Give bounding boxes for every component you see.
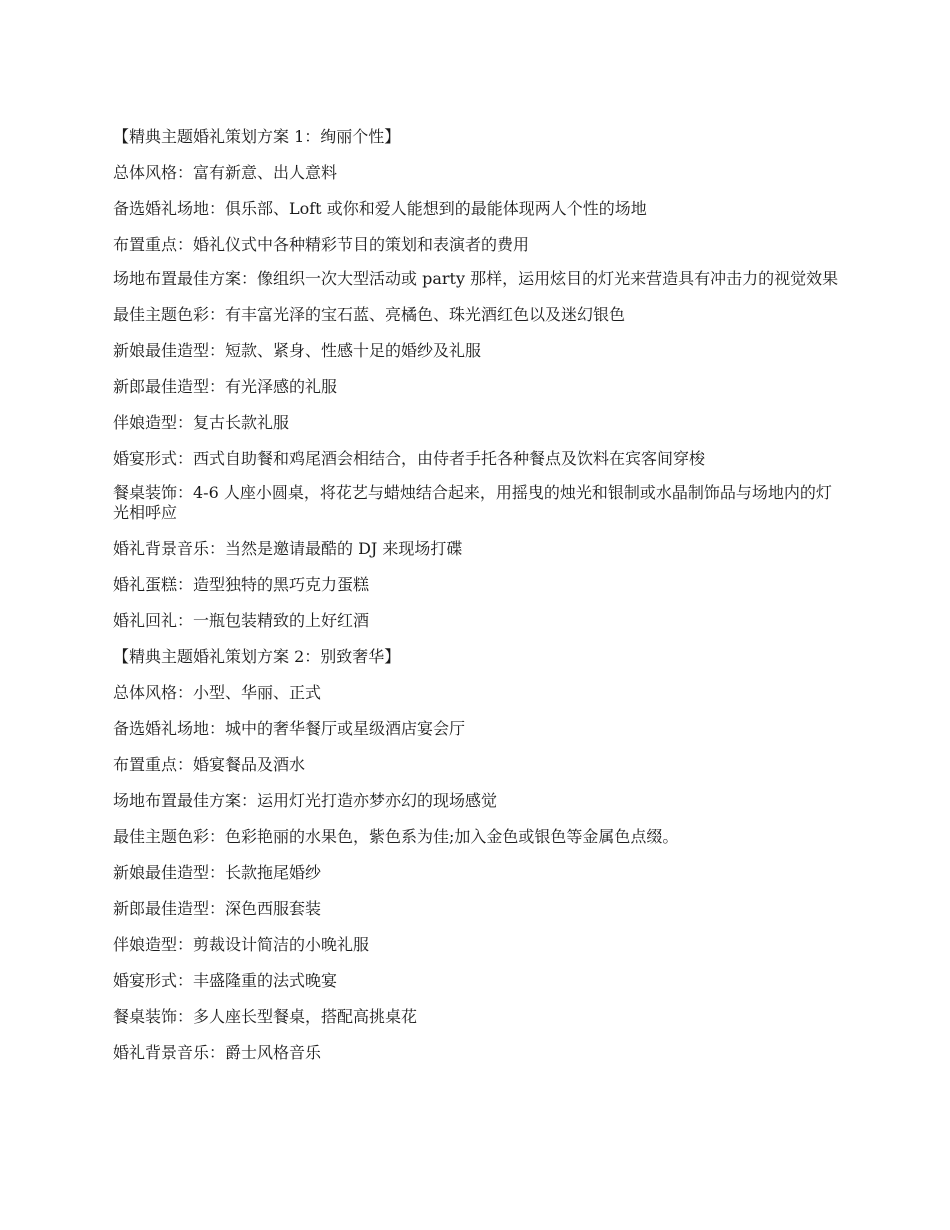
plan-2-table-decor: 餐桌装饰：多人座长型餐桌，搭配高挑桌花: [113, 1007, 418, 1026]
plan-1-cake: 婚礼蛋糕：造型独特的黑巧克力蛋糕: [113, 575, 370, 594]
plan-2-colors: 最佳主题色彩：色彩艳丽的水果色，紫色系为佳;加入金色或银色等金属色点缀。: [113, 827, 679, 846]
plan-2-groom-look: 新郎最佳造型：深色西服套装: [113, 899, 322, 918]
plan-2-music: 婚礼背景音乐：爵士风格音乐: [113, 1043, 322, 1062]
plan-1-overall-style: 总体风格：富有新意、出人意料: [113, 163, 338, 182]
plan-2-banquet: 婚宴形式：丰盛隆重的法式晚宴: [113, 971, 338, 990]
plan-1-banquet: 婚宴形式：西式自助餐和鸡尾酒会相结合，由侍者手托各种餐点及饮料在宾客间穿梭: [113, 449, 706, 468]
plan-2-bride-look: 新娘最佳造型：长款拖尾婚纱: [113, 863, 322, 882]
plan-1-heading: 【精典主题婚礼策划方案 1：绚丽个性】: [113, 127, 401, 146]
plan-2-bridesmaid-look: 伴娘造型：剪裁设计简洁的小晚礼服: [113, 935, 370, 954]
plan-2-heading: 【精典主题婚礼策划方案 2：别致奢华】: [113, 647, 401, 666]
plan-2-layout: 场地布置最佳方案：运用灯光打造亦梦亦幻的现场感觉: [113, 791, 498, 810]
plan-2-overall-style: 总体风格：小型、华丽、正式: [113, 683, 322, 702]
plan-2-focus: 布置重点：婚宴餐品及酒水: [113, 755, 306, 774]
plan-1-layout: 场地布置最佳方案：像组织一次大型活动或 party 那样，运用炫目的灯光来营造具有冲击力的视觉效果: [113, 269, 839, 288]
plan-1-groom-look: 新郎最佳造型：有光泽感的礼服: [113, 377, 338, 396]
plan-1-bridesmaid-look: 伴娘造型：复古长款礼服: [113, 413, 290, 432]
plan-2-venue: 备选婚礼场地：城中的奢华餐厅或星级酒店宴会厅: [113, 719, 466, 738]
plan-1-table-decor: 餐桌装饰：4-6 人座小圆桌，将花艺与蜡烛结合起来，用摇曳的烛光和银制或水晶制饰品与场地内的灯光相呼应: [113, 483, 832, 522]
plan-1-music: 婚礼背景音乐：当然是邀请最酷的 DJ 来现场打碟: [113, 539, 463, 558]
document-body: [113, 125, 843, 1077]
plan-1-venue: 备选婚礼场地：俱乐部、Loft 或你和爱人能想到的最能体现两人个性的场地: [113, 199, 647, 218]
plan-1-gift: 婚礼回礼：一瓶包装精致的上好红酒: [113, 611, 370, 630]
plan-1-colors: 最佳主题色彩：有丰富光泽的宝石蓝、亮橘色、珠光酒红色以及迷幻银色: [113, 305, 626, 324]
plan-1-focus: 布置重点：婚礼仪式中各种精彩节目的策划和表演者的费用: [113, 235, 530, 254]
plan-1-bride-look: 新娘最佳造型：短款、紧身、性感十足的婚纱及礼服: [113, 341, 482, 360]
